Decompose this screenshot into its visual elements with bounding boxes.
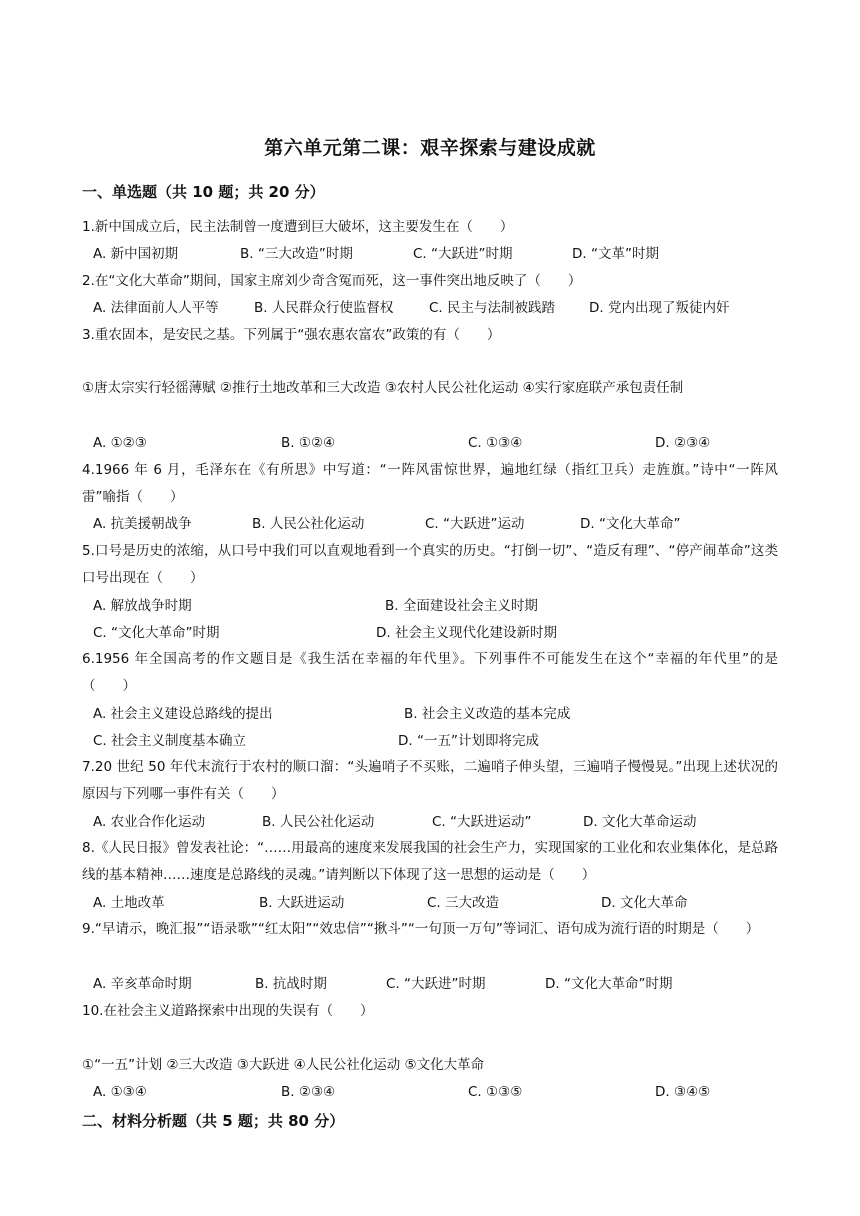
section-heading-single-choice: 一、单选题（共 10 题；共 20 分） (82, 183, 325, 201)
section-heading-material-analysis: 二、材料分析题（共 5 题；共 80 分） (82, 1112, 345, 1130)
question-3-items: ①唐太宗实行轻徭薄赋 ②推行土地改革和三大改造 ③农村人民公社化运动 ④实行家庭联产承包责任制 (82, 380, 684, 396)
question-3-stem: 3.重农固本，是安民之基。下列属于“强农惠农富农”政策的有（ ） (82, 327, 501, 343)
question-10-option-b: B. ②③④ (281, 1084, 336, 1100)
question-8-option-b: B. 大跃进运动 (259, 895, 345, 911)
question-7-option-b: B. 人民公社化运动 (262, 814, 375, 830)
question-6-stem: 6.1956 年全国高考的作文题目是《我生活在幸福的年代里》。下列事件不可能发生在这个“幸福的年代里”的是（ ） (82, 651, 778, 694)
page-title: 第六单元第二课：艰辛探索与建设成就 (264, 137, 596, 159)
question-5-option-d: D. 社会主义现代化建设新时期 (376, 625, 557, 641)
question-1-option-b: B. “三大改造”时期 (240, 246, 353, 262)
question-5-option-c: C. “文化大革命”时期 (93, 625, 220, 641)
question-6-option-c: C. 社会主义制度基本确立 (93, 733, 247, 749)
question-3-option-b: B. ①②④ (281, 435, 336, 451)
question-9-option-b: B. 抗战时期 (255, 976, 327, 992)
question-9-option-a: A. 辛亥革命时期 (93, 976, 192, 992)
question-5-option-b: B. 全面建设社会主义时期 (385, 598, 538, 614)
question-10-stem: 10.在社会主义道路探索中出现的失误有（ ） (82, 1003, 374, 1019)
question-2-option-c: C. 民主与法制被践踏 (429, 300, 556, 316)
question-3-option-c: C. ①③④ (468, 435, 523, 451)
question-3-option-d: D. ②③④ (655, 435, 711, 451)
question-10-option-a: A. ①③④ (93, 1084, 147, 1100)
question-8-option-c: C. 三大改造 (427, 895, 500, 911)
question-7-stem: 7.20 世纪 50 年代末流行于农村的顺口溜：“头遍哨子不买账，二遍哨子伸头望，三遍哨子慢慢晃。”出现上述状况的原因与下列哪一事件有关（ ） (82, 759, 778, 802)
question-6-option-a: A. 社会主义建设总路线的提出 (93, 706, 273, 722)
question-4-option-a: A. 抗美援朝战争 (93, 516, 192, 532)
question-2-stem: 2.在“文化大革命”期间，国家主席刘少奇含冤而死，这一事件突出地反映了（ ） (82, 273, 582, 289)
question-5-option-a: A. 解放战争时期 (93, 598, 192, 614)
question-2-option-d: D. 党内出现了叛徒内奸 (589, 300, 730, 316)
question-8-stem: 8.《人民日报》曾发表社论：“……用最高的速度来发展我国的社会生产力，实现国家的工业化和农业集体化，是总路线的基本精神……速度是总路线的灵魂。”请判断以下体现了这一思想的运动是（ ） (82, 840, 778, 883)
question-3-option-a: A. ①②③ (93, 435, 147, 451)
question-4-option-d: D. “文化大革命” (580, 516, 681, 532)
question-10-items: ①“一五”计划 ②三大改造 ③大跃进 ④人民公社化运动 ⑤文化大革命 (82, 1057, 485, 1073)
question-9-stem: 9.“早请示，晚汇报”“语录歌”“红太阳”“效忠信”“揪斗”“一句顶一万句”等词汇、语句成为流行语的时期是（ ） (82, 921, 760, 937)
question-8-option-a: A. 土地改革 (93, 895, 165, 911)
question-6-option-d: D. “一五”计划即将完成 (398, 733, 539, 749)
question-1-option-c: C. “大跃进”时期 (413, 246, 513, 262)
question-7-option-a: A. 农业合作化运动 (93, 814, 206, 830)
question-4-stem: 4.1966 年 6 月，毛泽东在《有所思》中写道：“一阵风雷惊世界，遍地红绿（指红卫兵）走旌旗。”诗中“一阵风雷”喻指（ ） (82, 462, 778, 505)
question-10-option-c: C. ①③⑤ (468, 1084, 523, 1100)
question-10-option-d: D. ③④⑤ (655, 1084, 711, 1100)
question-7-option-c: C. “大跃进运动” (432, 814, 532, 830)
question-2-option-b: B. 人民群众行使监督权 (254, 300, 394, 316)
question-4-option-c: C. “大跃进”运动 (425, 516, 525, 532)
question-5-stem: 5.口号是历史的浓缩，从口号中我们可以直观地看到一个真实的历史。“打倒一切”、“造反有理”、“停产闹革命”这类口号出现在（ ） (82, 543, 778, 586)
question-8-option-d: D. 文化大革命 (601, 895, 688, 911)
question-9-option-c: C. “大跃进”时期 (386, 976, 486, 992)
question-1-option-d: D. “文革”时期 (572, 246, 659, 262)
question-7-option-d: D. 文化大革命运动 (583, 814, 697, 830)
question-1-option-a: A. 新中国初期 (93, 246, 179, 262)
question-1-stem: 1.新中国成立后，民主法制曾一度遭到巨大破坏，这主要发生在（ ） (82, 219, 514, 235)
question-2-option-a: A. 法律面前人人平等 (93, 300, 219, 316)
question-9-option-d: D. “文化大革命”时期 (545, 976, 673, 992)
question-6-option-b: B. 社会主义改造的基本完成 (404, 706, 571, 722)
question-4-option-b: B. 人民公社化运动 (252, 516, 365, 532)
